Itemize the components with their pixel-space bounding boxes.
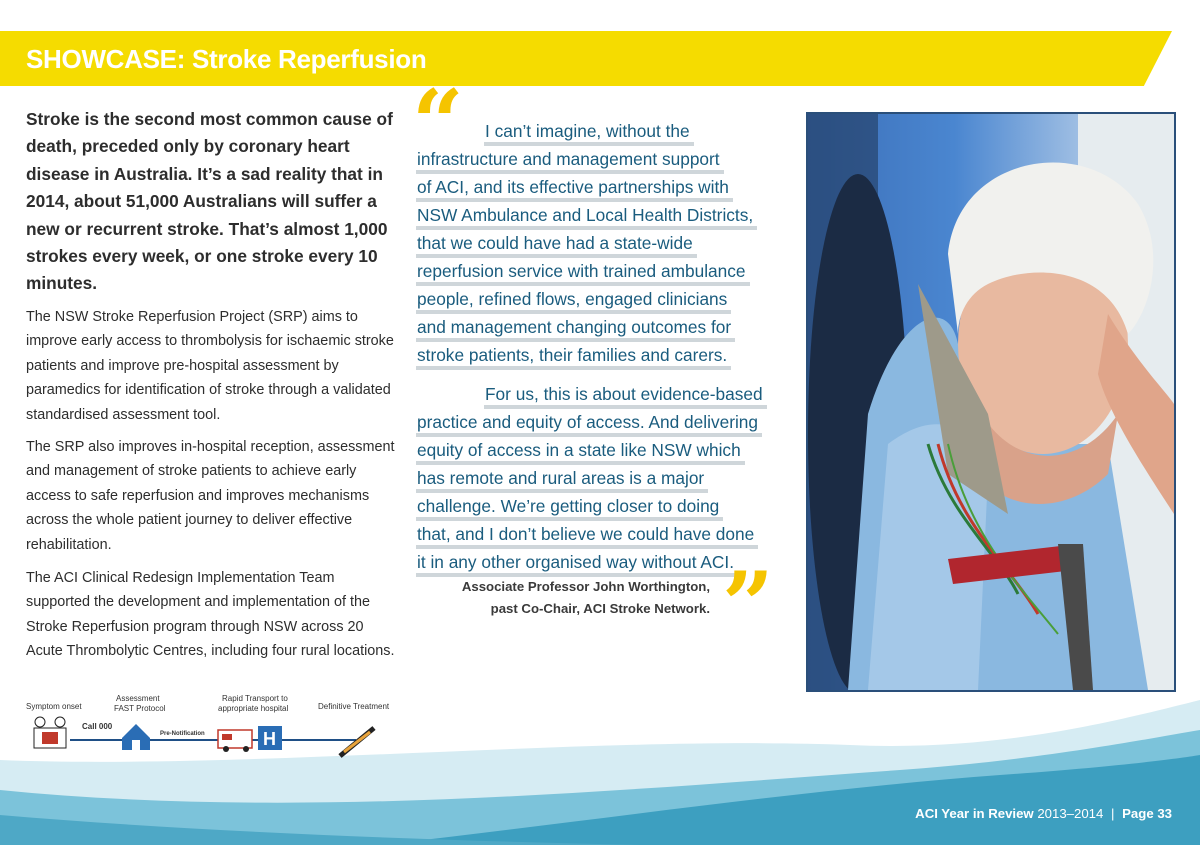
- quote-line: [416, 286, 786, 314]
- quote-line: [416, 342, 786, 370]
- open-quote-mark: “: [412, 70, 464, 176]
- quote-line-text: challenge. We’re getting closer to doing: [416, 495, 723, 521]
- body-paragraph-1: The NSW Stroke Reperfusion Project (SRP) aims to improve early access to thrombolysis for ischaemic stroke patients and improve pre-hospital assessment by paramedics for identification of stroke through a validated standardised assessment tool.: [26, 309, 394, 423]
- flowchart-graphics: [26, 692, 398, 762]
- quote-line-text: I can’t imagine, without the: [484, 120, 694, 146]
- syringe-icon: [340, 728, 374, 756]
- quote-line-text: For us, this is about evidence-based: [484, 383, 767, 409]
- body-paragraph-2: The SRP also improves in-hospital reception, assessment and management of stroke patients to achieve early access to safe reperfusion and improves mechanisms across the whole patient journey to deliver effective rehabilitation.: [26, 439, 395, 553]
- link-call-000: Call 000: [82, 722, 113, 731]
- footer-page-number: Page 33: [1122, 806, 1172, 821]
- quote-line: [416, 118, 786, 146]
- quote-line-text: people, refined flows, engaged clinicians: [416, 288, 731, 314]
- patient-journey-flowchart: [26, 692, 398, 762]
- house-icon: [122, 724, 150, 750]
- body-paragraph-3: The ACI Clinical Redesign Implementation Team supported the development and implementation of the Stroke Reperfusion program through NSW across 20 Acute Thrombolytic Centres, including four rural locations.: [26, 570, 395, 660]
- close-quote-mark: ”: [722, 552, 774, 658]
- quote-line: [416, 258, 786, 286]
- step-assessment: Assessment: [116, 694, 160, 703]
- quote-paragraph-2: [416, 381, 786, 577]
- patient-illustration: [808, 114, 1174, 690]
- quote-line-text: NSW Ambulance and Local Health Districts,: [416, 204, 757, 230]
- quote-line: [416, 174, 786, 202]
- quote-line: [416, 465, 786, 493]
- quote-line-text: has remote and rural areas is a major: [416, 467, 708, 493]
- quote-paragraph-1: [416, 118, 786, 370]
- quote-line-text: equity of access in a state like NSW which: [416, 439, 745, 465]
- quote-line-text: that, and I don’t believe we could have done: [416, 523, 758, 549]
- quote-line-text: infrastructure and management support: [416, 148, 724, 174]
- page-title: SHOWCASE: Stroke Reperfusion: [26, 44, 427, 74]
- quote-line: [416, 230, 786, 258]
- quote-line-text: it in any other organised way without ACI.: [416, 551, 738, 577]
- quote-line: [416, 381, 786, 409]
- pull-quote: [416, 118, 786, 577]
- footer-years: 2013–2014: [1037, 806, 1104, 821]
- step-appropriate-hospital: appropriate hospital: [218, 704, 289, 713]
- quote-line: [416, 146, 786, 174]
- lead-paragraph: Stroke is the second most common cause of death, preceded only by coronary heart disease in Australia. It’s a sad reality that in 2014, about 51,000 Australians will suffer a new or recurrent stroke. That’s almost 1,000 strokes every week, or one stroke every 10 minutes.: [26, 109, 393, 294]
- quote-line: [416, 202, 786, 230]
- footer-separator: |: [1111, 806, 1115, 821]
- people-icon: [34, 717, 66, 748]
- svg-text:H: H: [263, 729, 276, 749]
- quote-line: [416, 409, 786, 437]
- link-pre-notification: Pre-Notification: [160, 731, 205, 737]
- step-definitive-treatment: Definitive Treatment: [318, 702, 390, 711]
- quote-line-text: of ACI, and its effective partnerships with: [416, 176, 733, 202]
- footer-page-info: [915, 806, 1172, 821]
- ambulance-icon: [218, 730, 252, 752]
- quote-line-text: practice and equity of access. And delivering: [416, 411, 762, 437]
- quote-line-text: that we could have had a state-wide: [416, 232, 697, 258]
- attribution-name: Associate Professor John Worthington,: [461, 579, 710, 594]
- footer-title: ACI Year in Review: [915, 806, 1034, 821]
- quote-line: [416, 437, 786, 465]
- step-fast-protocol: FAST Protocol: [114, 704, 166, 713]
- hospital-icon: [258, 726, 282, 750]
- quote-line: [416, 493, 786, 521]
- step-symptom-onset: Symptom onset: [26, 702, 82, 711]
- quote-line-text: reperfusion service with trained ambulance: [416, 260, 750, 286]
- quote-line: [416, 521, 786, 549]
- attribution-role: past Co-Chair, ACI Stroke Network.: [490, 601, 710, 616]
- patient-photo: [806, 112, 1176, 692]
- quote-line-text: stroke patients, their families and carers.: [416, 344, 731, 370]
- step-rapid-transport: Rapid Transport to: [222, 694, 288, 703]
- quote-line: [416, 314, 786, 342]
- quote-line-text: and management changing outcomes for: [416, 316, 735, 342]
